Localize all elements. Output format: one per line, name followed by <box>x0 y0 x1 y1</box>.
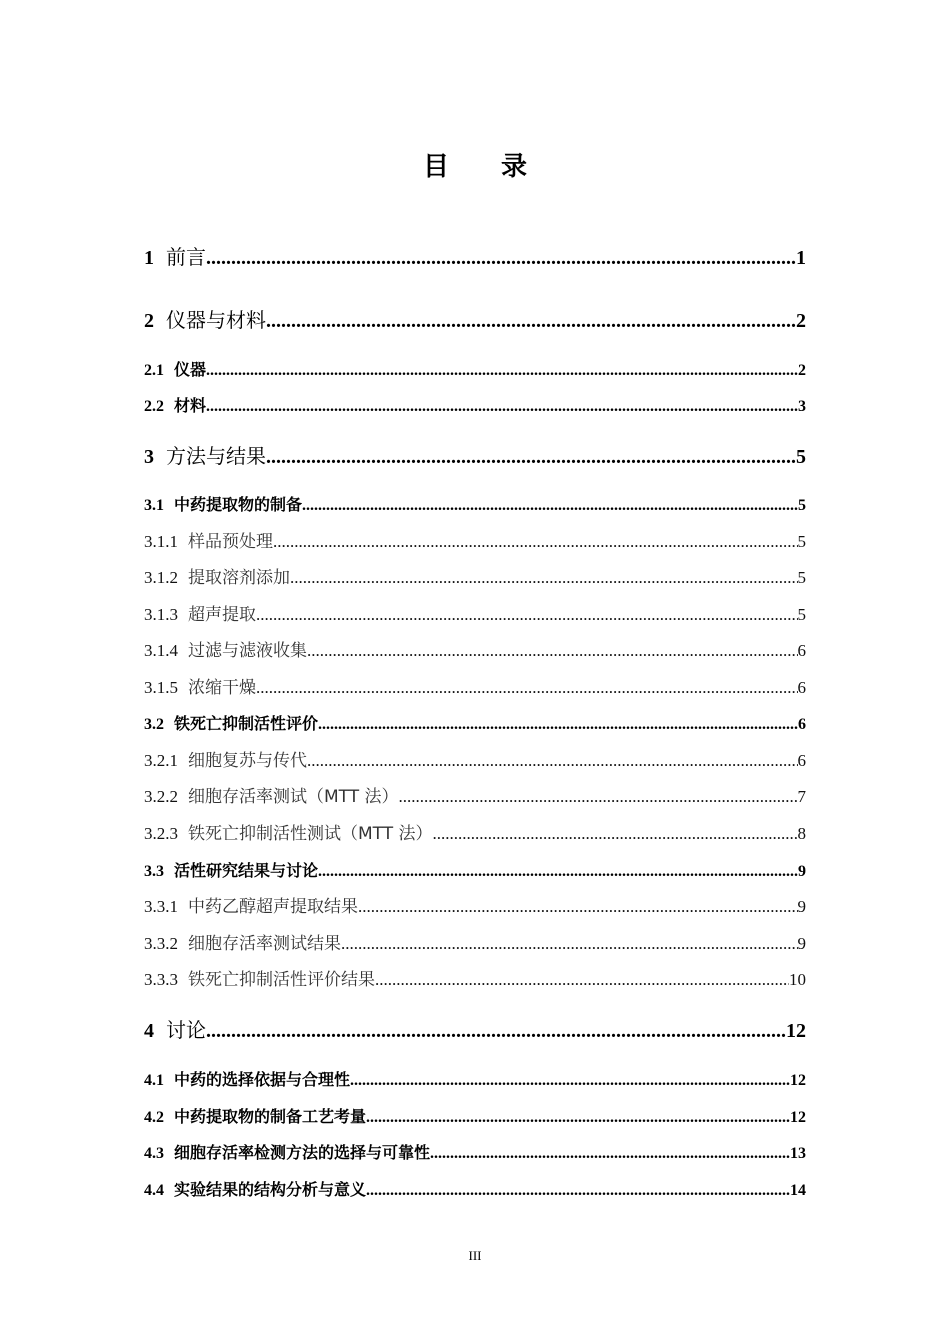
toc-entry-page-number: 5 <box>797 532 806 551</box>
toc-entry[interactable] <box>144 359 806 382</box>
toc-entry-page-number: 2 <box>796 310 806 332</box>
toc-entry-page-number: 6 <box>798 716 806 733</box>
toc-dot-leader <box>318 861 798 883</box>
toc-entry-page-number: 2 <box>798 362 806 379</box>
toc-entry-page-number: 12 <box>790 1072 806 1089</box>
toc-entry-label: 铁死亡抑制活性评价 <box>174 714 319 733</box>
toc-dot-leader <box>206 396 798 418</box>
toc-entry-label: 超声提取 <box>188 605 256 625</box>
toc-dot-leader <box>266 444 796 470</box>
toc-entry[interactable] <box>144 823 806 845</box>
toc-entry-label: 样品预处理 <box>188 532 273 552</box>
toc-dot-leader <box>366 1180 790 1202</box>
toc-entry[interactable] <box>144 244 806 271</box>
toc-entry-page-number: 13 <box>790 1145 806 1162</box>
toc-entry-label: 方法与结果 <box>166 444 266 468</box>
toc-entry-label: 仪器与材料 <box>166 308 266 332</box>
toc-dot-leader <box>318 714 798 736</box>
toc-entry-number: 3.2 <box>144 716 164 733</box>
toc-entry[interactable] <box>144 640 806 662</box>
toc-entry-number: 2.1 <box>144 362 164 379</box>
toc-entry-label: 中药提取物的制备 <box>174 495 303 514</box>
toc-entry-page-number: 6 <box>797 751 806 770</box>
toc-dot-leader <box>206 245 796 271</box>
toc-entry-number: 2.2 <box>144 398 164 415</box>
toc-dot-leader <box>302 495 798 517</box>
toc-entry[interactable] <box>144 1179 806 1202</box>
toc-entry-number: 4.1 <box>144 1072 164 1089</box>
toc-entry-label: 过滤与滤液收集 <box>188 641 307 661</box>
toc-entry-page-number: 5 <box>798 497 806 514</box>
toc-entry-number: 3.3.3 <box>144 970 178 989</box>
toc-entry-number: 3.3 <box>144 863 164 880</box>
toc-dot-leader <box>256 677 798 699</box>
toc-entry[interactable] <box>144 604 806 626</box>
toc-entry-label: 浓缩干燥 <box>188 678 256 698</box>
toc-entry-label: 实验结果的结构分析与意义 <box>174 1180 367 1199</box>
toc-entry[interactable] <box>144 567 806 589</box>
toc-entry-page-number: 5 <box>797 568 806 587</box>
toc-entry-number: 3.3.2 <box>144 934 178 953</box>
toc-entry-number: 2 <box>144 310 154 332</box>
toc-entry-label: 中药的选择依据与合理性 <box>174 1070 351 1089</box>
toc-entry-number: 3 <box>144 446 154 468</box>
toc-entry-page-number: 14 <box>790 1182 806 1199</box>
toc-entry-label: 铁死亡抑制活性测试（MTT 法） <box>188 824 433 844</box>
toc-entry[interactable] <box>144 713 806 736</box>
toc-entry[interactable] <box>144 1106 806 1129</box>
toc-entry[interactable] <box>144 933 806 955</box>
toc-dot-leader <box>350 1070 790 1092</box>
toc-entry[interactable] <box>144 896 806 918</box>
toc-entry-label: 中药提取物的制备工艺考量 <box>174 1107 367 1126</box>
toc-dot-leader <box>273 531 798 553</box>
page-number-footer: III <box>468 1248 482 1263</box>
toc-dot-leader <box>366 1107 790 1129</box>
toc-entry-label: 细胞复苏与传代 <box>188 751 307 771</box>
toc-entry-page-number: 10 <box>789 970 806 989</box>
toc-dot-leader <box>206 360 798 382</box>
toc-entry[interactable] <box>144 750 806 772</box>
toc-entry-page-number: 9 <box>797 934 806 953</box>
toc-dot-leader <box>375 969 789 991</box>
toc-entry-number: 3.2.2 <box>144 787 178 806</box>
toc-dot-leader <box>307 750 798 772</box>
toc-entry-number: 4 <box>144 1020 154 1042</box>
toc-dot-leader <box>358 896 798 918</box>
toc-entry-label: 细胞存活率检测方法的选择与可靠性 <box>174 1143 431 1162</box>
toc-entry-number: 3.1.2 <box>144 568 178 587</box>
toc-entry-number: 3.2.3 <box>144 824 178 843</box>
toc-entry-page-number: 7 <box>797 787 806 806</box>
toc-entry[interactable] <box>144 395 806 418</box>
toc-dot-leader <box>266 308 796 334</box>
toc-entry[interactable] <box>144 443 806 470</box>
toc-entry-number: 3.1.5 <box>144 678 178 697</box>
toc-entry-page-number: 1 <box>796 247 806 269</box>
toc-entry-number: 3.1.4 <box>144 641 178 660</box>
toc-entry-page-number: 6 <box>797 678 806 697</box>
toc-entry-page-number: 6 <box>797 641 806 660</box>
toc-entry-number: 4.2 <box>144 1109 164 1126</box>
toc-entry-page-number: 5 <box>797 605 806 624</box>
toc-entry[interactable] <box>144 494 806 517</box>
toc-entry[interactable] <box>144 786 806 808</box>
toc-entry-page-number: 12 <box>786 1020 806 1042</box>
page-title: 目 录 <box>422 152 527 182</box>
toc-dot-leader <box>206 1018 786 1044</box>
toc-entry-number: 3.1.1 <box>144 532 178 551</box>
toc-entry-page-number: 9 <box>798 863 806 880</box>
toc-entry-label: 铁死亡抑制活性评价结果 <box>188 970 375 990</box>
toc-entry-number: 3.3.1 <box>144 897 178 916</box>
toc-entry-number: 3.2.1 <box>144 751 178 770</box>
toc-entry-label: 前言 <box>166 245 206 269</box>
toc-dot-leader <box>430 1143 790 1165</box>
toc-dot-leader <box>290 567 798 589</box>
toc-entry-label: 提取溶剂添加 <box>188 568 290 588</box>
toc-entry[interactable] <box>144 969 806 991</box>
toc-dot-leader <box>433 823 798 845</box>
toc-entry[interactable] <box>144 1069 806 1092</box>
toc-entry-label: 仪器 <box>174 360 207 379</box>
toc-entry[interactable] <box>144 531 806 553</box>
toc-dot-leader <box>307 640 798 662</box>
toc-entry[interactable] <box>144 677 806 699</box>
toc-entry-label: 活性研究结果与讨论 <box>174 861 319 880</box>
toc-entry-label: 材料 <box>174 396 207 415</box>
toc-entry-page-number: 3 <box>798 398 806 415</box>
toc-entry-page-number: 12 <box>790 1109 806 1126</box>
toc-entry-label: 细胞存活率测试结果 <box>188 934 341 954</box>
toc-entry-number: 4.3 <box>144 1145 164 1162</box>
toc-entry-label: 讨论 <box>166 1018 206 1042</box>
toc-entry-page-number: 9 <box>797 897 806 916</box>
toc-entry-page-number: 8 <box>797 824 806 843</box>
toc-entry-number: 1 <box>144 247 154 269</box>
toc-entry-label: 中药乙醇超声提取结果 <box>188 897 358 917</box>
toc-entry-page-number: 5 <box>796 446 806 468</box>
toc-entry-number: 3.1.3 <box>144 605 178 624</box>
toc-entry[interactable] <box>144 860 806 883</box>
toc-entry-number: 3.1 <box>144 497 164 514</box>
toc-entry[interactable] <box>144 1017 806 1044</box>
toc-dot-leader <box>399 786 798 808</box>
toc-entry-number: 4.4 <box>144 1182 164 1199</box>
toc-dot-leader <box>341 933 798 955</box>
toc-entry[interactable] <box>144 307 806 334</box>
toc-entry[interactable] <box>144 1142 806 1165</box>
toc-dot-leader <box>256 604 798 626</box>
toc-entry-label: 细胞存活率测试（MTT 法） <box>188 787 399 807</box>
